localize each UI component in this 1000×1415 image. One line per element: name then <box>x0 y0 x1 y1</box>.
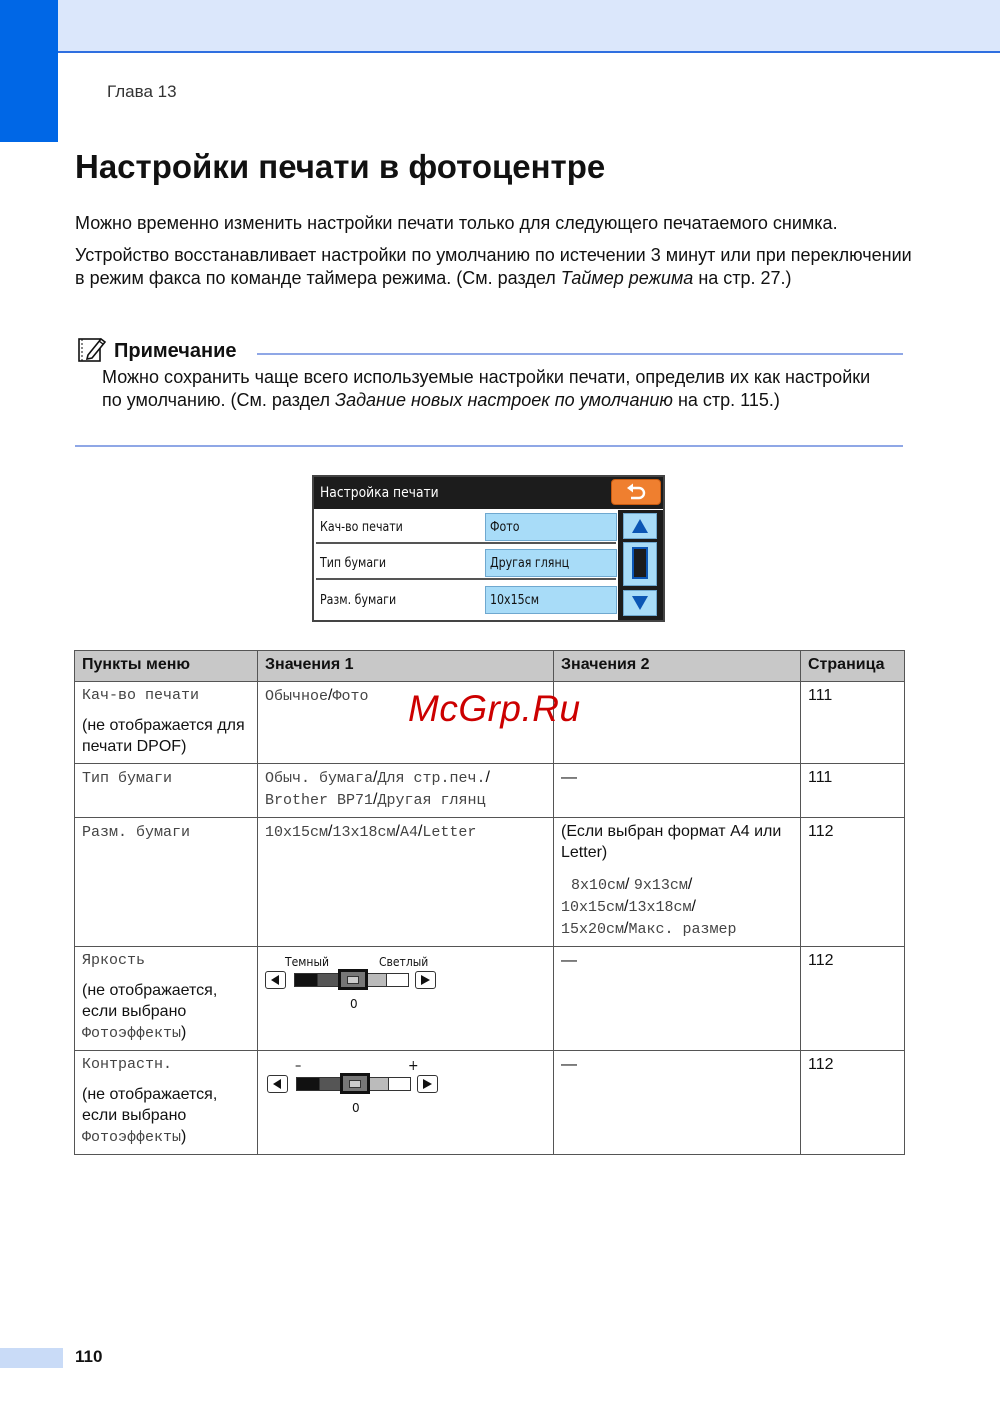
separator: / <box>691 898 696 915</box>
separator: / <box>687 876 693 893</box>
slider-right-label: Светлый <box>379 955 429 969</box>
triangle-down-icon <box>631 595 649 611</box>
slider-left-label: Темный <box>285 955 330 969</box>
lcd-scroll-up-button[interactable] <box>623 513 657 539</box>
slider-decrease-button[interactable] <box>267 1075 288 1093</box>
separator: / <box>417 823 423 840</box>
menu-item-note: (не отображается для печати DPOF) <box>82 717 245 755</box>
menu-item-note-end: ) <box>181 1128 187 1145</box>
chapter-tab <box>0 0 58 142</box>
intro-paragraph-2 <box>75 244 915 290</box>
values2-cell <box>554 818 801 947</box>
values1-cell <box>258 1051 554 1155</box>
option-value: Для стр.печ. <box>377 770 486 787</box>
values1-cell <box>258 764 554 818</box>
separator: / <box>328 687 333 704</box>
separator: / <box>485 769 490 786</box>
lcd-screen <box>312 475 665 622</box>
menu-cell <box>75 947 258 1051</box>
option-value: Макс. размер <box>628 921 737 938</box>
note-divider <box>257 353 903 355</box>
menu-cell <box>75 1051 258 1155</box>
lcd-title: Настройка печати <box>320 485 439 501</box>
option-value: Обыч. бумага <box>265 770 374 787</box>
note-label: Примечание <box>114 339 237 362</box>
separator: / <box>625 876 634 893</box>
header-band <box>0 0 1000 52</box>
values1-cell <box>258 818 554 947</box>
lcd-row-paper-size[interactable] <box>316 584 616 617</box>
table-row <box>75 1051 905 1155</box>
menu-item-name: Яркость <box>82 952 146 969</box>
page-cell: 112 <box>801 947 905 1051</box>
return-arrow-icon <box>625 483 647 501</box>
slider-segment <box>296 1077 320 1091</box>
lcd-header <box>314 477 663 509</box>
lcd-back-button[interactable] <box>611 479 661 505</box>
lcd-row-value[interactable] <box>485 549 617 577</box>
menu-item-name: Разм. бумаги <box>82 824 191 841</box>
option-value: Фото <box>332 688 369 705</box>
cross-reference-link[interactable]: Таймер режима <box>560 268 694 288</box>
brightness-slider[interactable] <box>265 952 445 1011</box>
slider-segment <box>386 973 409 987</box>
lcd-scroll-thumb[interactable] <box>632 547 648 579</box>
menu-item-name: Кач-во печати <box>82 687 200 704</box>
lcd-scroll-track[interactable] <box>623 542 657 586</box>
slider-segment <box>294 973 318 987</box>
note-text <box>102 366 892 412</box>
column-header: Страница <box>801 651 905 682</box>
slider-increase-button[interactable] <box>417 1075 438 1093</box>
note-heading <box>77 334 237 364</box>
intro-paragraph-1: Можно временно изменить настройки печати только для следующего печатаемого снимка. <box>75 213 838 233</box>
slider-segment <box>388 1077 411 1091</box>
menu-item-note: (не отображается, если выбрано <box>82 982 218 1020</box>
option-value: Letter <box>422 824 477 841</box>
note-pencil-icon <box>77 335 107 363</box>
page-cell: 111 <box>801 682 905 764</box>
option-value: 10x15см <box>265 824 329 841</box>
lcd-row-value-text: Фото <box>490 520 520 535</box>
table-header-row <box>75 651 905 682</box>
footer-band <box>0 1348 63 1368</box>
triangle-right-icon <box>421 975 430 985</box>
column-header: Значения 1 <box>258 651 554 682</box>
watermark: McGrp.Ru <box>408 688 581 729</box>
option-value: 13x18см <box>332 824 396 841</box>
values2-cell: — <box>554 1051 801 1155</box>
page-title: Настройки печати в фотоцентре <box>75 148 606 185</box>
triangle-left-icon <box>273 1079 282 1089</box>
page-cell: 112 <box>801 818 905 947</box>
menu-item-note-setting: Фотоэффекты <box>82 1025 182 1042</box>
column-header: Пункты меню <box>75 651 258 682</box>
menu-item-name: Контрастн. <box>82 1056 173 1073</box>
table-row <box>75 818 905 947</box>
option-value: A4 <box>399 824 418 841</box>
option-value: Brother BP71 <box>265 792 374 809</box>
slider-selected-segment[interactable] <box>340 1073 370 1094</box>
menu-cell <box>75 764 258 818</box>
page-cell: 112 <box>801 1051 905 1155</box>
option-value: Другая глянц <box>377 792 486 809</box>
menu-item-note: (не отображается, если выбрано <box>82 1086 218 1124</box>
note-cross-reference-link[interactable]: Задание новых настроек по умолчанию <box>335 390 673 410</box>
menu-cell <box>75 818 258 947</box>
triangle-up-icon <box>631 518 649 534</box>
note-bottom-divider <box>75 445 903 447</box>
page-cell: 111 <box>801 764 905 818</box>
option-value: 13x18см <box>628 899 692 916</box>
option-value: 9x13см <box>633 877 688 894</box>
option-value: 10x15см <box>561 899 625 916</box>
lcd-row-label: Тип бумаги <box>320 556 387 571</box>
menu-item-name: Тип бумаги <box>82 770 173 787</box>
separator: / <box>373 791 378 808</box>
slider-decrease-button[interactable] <box>265 971 286 989</box>
separator: / <box>373 769 378 786</box>
separator: / <box>328 823 333 840</box>
header-rule <box>58 51 1000 53</box>
column-header: Значения 2 <box>554 651 801 682</box>
chapter-label: Глава 13 <box>107 82 177 101</box>
triangle-right-icon <box>423 1079 432 1089</box>
page-number: 110 <box>75 1347 103 1366</box>
separator: / <box>395 823 400 840</box>
lcd-row-value-text: 10x15см <box>490 593 540 608</box>
contrast-slider[interactable] <box>265 1056 445 1115</box>
option-value: Обычное <box>265 688 329 705</box>
separator: / <box>624 898 629 915</box>
values1-cell <box>258 947 554 1051</box>
lcd-row-print-quality[interactable] <box>316 511 616 544</box>
slider-left-label: – <box>295 1058 302 1074</box>
slider-value: 0 <box>350 997 358 1011</box>
values2-cell: — <box>554 947 801 1051</box>
lcd-scrollbar <box>618 510 663 620</box>
lcd-row-label: Кач-во печати <box>320 520 403 535</box>
intro-text-end: на стр. 27.) <box>693 268 792 288</box>
slider-value: 0 <box>352 1101 360 1115</box>
note-text-start: Можно сохранить чаще всего используемые настройки печати, определив их как настройки по умолчанию. (См. раздел <box>102 367 871 410</box>
menu-item-note-end: ) <box>181 1024 187 1041</box>
values2-note: (Если выбран формат A4 или Letter) <box>561 823 782 861</box>
slider-selected-segment[interactable] <box>338 969 368 990</box>
triangle-left-icon <box>271 975 280 985</box>
table-row <box>75 764 905 818</box>
note-text-end: на стр. 115.) <box>672 390 780 410</box>
lcd-row-value[interactable] <box>485 513 617 541</box>
menu-item-note-setting: Фотоэффекты <box>82 1129 182 1146</box>
slider-increase-button[interactable] <box>415 971 436 989</box>
lcd-row-label: Разм. бумаги <box>320 593 397 608</box>
intro-text: Устройство восстанавливает настройки по умолчанию по истечении 3 минут или при переключении в режим факса по команде таймера режима. (См. раздел <box>75 245 912 288</box>
menu-cell <box>75 682 258 764</box>
option-value: 15x20см <box>561 921 625 938</box>
slider-right-label: + <box>408 1058 419 1074</box>
lcd-scroll-down-button[interactable] <box>623 590 657 616</box>
values2-cell <box>554 682 801 764</box>
lcd-row-value-text: Другая глянц <box>490 556 570 571</box>
values2-cell: — <box>554 764 801 818</box>
separator: / <box>624 920 629 937</box>
lcd-row-value[interactable] <box>485 586 617 614</box>
option-value: 8x10см <box>571 877 626 894</box>
table-row <box>75 947 905 1051</box>
lcd-row-paper-type[interactable] <box>316 547 616 580</box>
